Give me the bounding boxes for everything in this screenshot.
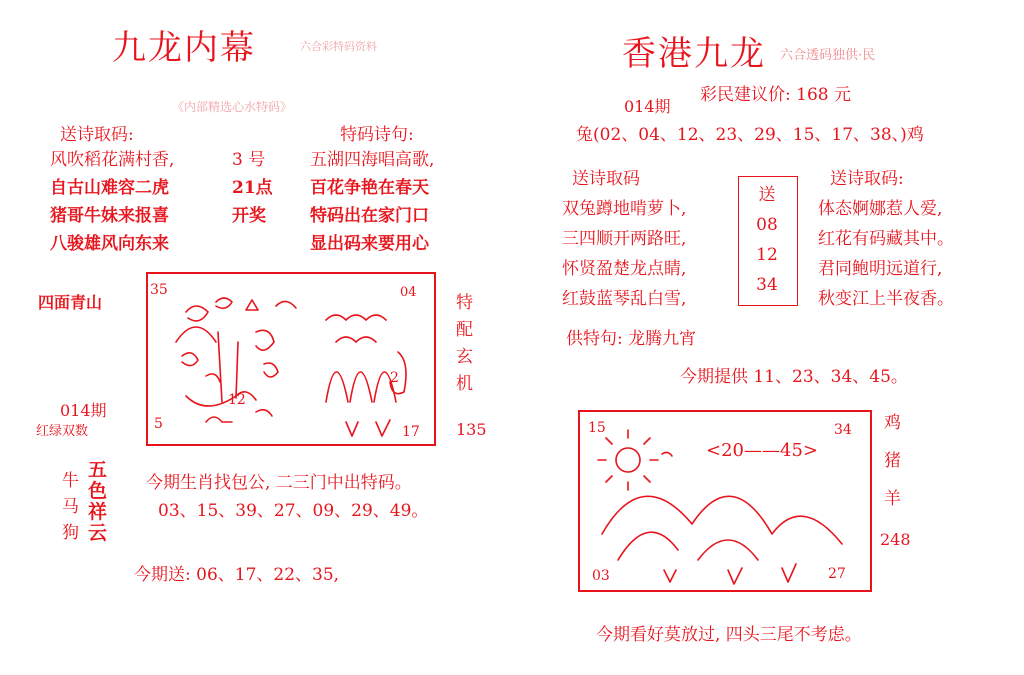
left-side-label: 四面青山 bbox=[38, 293, 103, 312]
right-special-verse: 供特句: 龙腾九宵 bbox=[566, 329, 697, 349]
left-animal-3: 狗 bbox=[62, 523, 79, 543]
right-issue: 014期 bbox=[624, 97, 671, 116]
left-five-color-1: 五 bbox=[88, 459, 108, 481]
left-special-line-1: 五湖四海唱高歌, bbox=[310, 150, 435, 170]
left-sketch-num-1: 12 bbox=[228, 392, 246, 408]
left-sketch-corner-bl: 5 bbox=[154, 416, 163, 432]
left-zodiac-line: 今期生肖找包公, 二三门中出特码。 bbox=[146, 473, 412, 493]
left-verse-line-1: 风吹稻花满村香, bbox=[50, 150, 175, 170]
left-subtitle: 《内部精选心水特码》 bbox=[172, 100, 293, 114]
left-vertical-right bbox=[456, 290, 473, 398]
right-send-box-content bbox=[738, 180, 796, 300]
left-five-color-4: 云 bbox=[88, 522, 108, 544]
right-provide-line: 今期提供 11、23、34、45。 bbox=[680, 367, 908, 387]
left-title: 九龙内幕 bbox=[112, 28, 256, 68]
left-five-color-2: 色 bbox=[88, 480, 108, 502]
right-verse-heading-left: 送诗取码 bbox=[572, 169, 640, 189]
left-middle-1: 3 号 bbox=[232, 150, 266, 170]
left-numbers-line: 03、15、39、27、09、29、49。 bbox=[158, 501, 429, 521]
left-vertical-char-3: 玄 bbox=[456, 347, 473, 367]
right-verse-heading-right: 送诗取码: bbox=[830, 169, 904, 189]
left-vertical-char-2: 配 bbox=[456, 320, 473, 340]
left-issue-note: 红绿双数 bbox=[36, 424, 89, 439]
left-vertical-char-1: 特 bbox=[456, 293, 473, 313]
right-verse-left-1: 双兔蹲地啃萝卜, bbox=[562, 199, 687, 219]
left-issue: 014期 bbox=[60, 401, 107, 420]
left-sketch-corner-tl: 35 bbox=[150, 282, 168, 298]
left-send-line: 今期送: 06、17、22、35, bbox=[134, 565, 340, 585]
right-animal-3: 羊 bbox=[884, 489, 901, 509]
left-verse-line-4: 八骏雄风向东来 bbox=[50, 234, 169, 254]
right-sketch-corner-tl: 15 bbox=[588, 420, 606, 436]
left-middle-2: 21点 bbox=[232, 178, 273, 198]
right-verse-left-3: 怀贤盈楚龙点睛, bbox=[562, 259, 687, 279]
right-verse-right-1: 体态婀娜惹人爱, bbox=[818, 199, 943, 219]
left-special-line-3: 特码出在家门口 bbox=[310, 206, 429, 226]
left-verse-line-3: 猪哥牛妹来报喜 bbox=[50, 206, 169, 226]
right-title: 香港九龙 bbox=[622, 34, 766, 74]
left-sketch-corner-tr: 04 bbox=[400, 285, 417, 300]
right-sketch-corner-tr: 34 bbox=[834, 422, 852, 438]
left-title-note: 六合彩特码资料 bbox=[300, 40, 377, 53]
right-sketch-formula: <20——45> bbox=[706, 440, 818, 461]
left-middle-3: 开奖 bbox=[232, 206, 266, 226]
right-sketch-drawing bbox=[578, 410, 872, 592]
right-vertical-animals bbox=[884, 404, 901, 518]
left-middle-col bbox=[232, 146, 273, 230]
right-title-note: 六合透码独供·民 bbox=[780, 48, 876, 63]
left-verse-lines bbox=[50, 146, 174, 258]
left-special-line-2: 百花争艳在春天 bbox=[310, 178, 429, 198]
right-verse-right-4: 秋变江上半夜香。 bbox=[818, 289, 954, 309]
right-animal-2: 猪 bbox=[884, 451, 901, 471]
right-verse-lines-right bbox=[818, 194, 954, 314]
left-animal-1: 牛 bbox=[62, 471, 79, 491]
left-special-lines bbox=[310, 146, 434, 258]
left-verse-heading: 送诗取码: bbox=[60, 125, 134, 145]
left-five-color-3: 祥 bbox=[88, 501, 108, 523]
right-vertical-num: 248 bbox=[880, 530, 911, 549]
left-special-line-4: 显出码来要用心 bbox=[310, 234, 429, 254]
left-five-color bbox=[88, 460, 107, 544]
right-rabbit-line: 兔(02、04、12、23、29、15、17、38、)鸡 bbox=[576, 125, 924, 145]
right-verse-lines-left bbox=[562, 194, 686, 314]
right-send-box-num-3: 34 bbox=[756, 275, 778, 295]
left-animal-2: 马 bbox=[62, 497, 79, 517]
right-verse-right-3: 君同鲍明远道行, bbox=[818, 259, 943, 279]
left-vertical-char-4: 机 bbox=[456, 374, 473, 394]
right-send-box-num-2: 12 bbox=[756, 245, 778, 265]
right-send-box-num-1: 08 bbox=[756, 215, 778, 235]
left-sketch-num-2: 17 bbox=[402, 424, 420, 440]
left-sketch-num-3: 2 bbox=[390, 370, 399, 386]
left-animals bbox=[62, 468, 79, 546]
left-verse-line-2: 自古山难容二虎 bbox=[50, 178, 169, 198]
right-send-box-label: 送 bbox=[758, 185, 776, 205]
right-animal-1: 鸡 bbox=[884, 413, 901, 433]
left-sketch-drawing bbox=[146, 272, 436, 446]
right-verse-left-2: 三四顺开两路旺, bbox=[562, 229, 687, 249]
left-vertical-num: 135 bbox=[456, 420, 487, 439]
right-bottom-line: 今期看好莫放过, 四头三尾不考虑。 bbox=[596, 625, 862, 645]
right-sketch-corner-bl: 03 bbox=[592, 568, 610, 584]
right-verse-left-4: 红鼓蓝琴乱白雪, bbox=[562, 289, 687, 309]
right-price: 彩民建议价: 168 元 bbox=[700, 85, 851, 105]
right-verse-right-2: 红花有码藏其中。 bbox=[818, 229, 954, 249]
right-sketch-corner-br: 27 bbox=[828, 566, 846, 582]
left-special-heading: 特码诗句: bbox=[340, 125, 414, 145]
